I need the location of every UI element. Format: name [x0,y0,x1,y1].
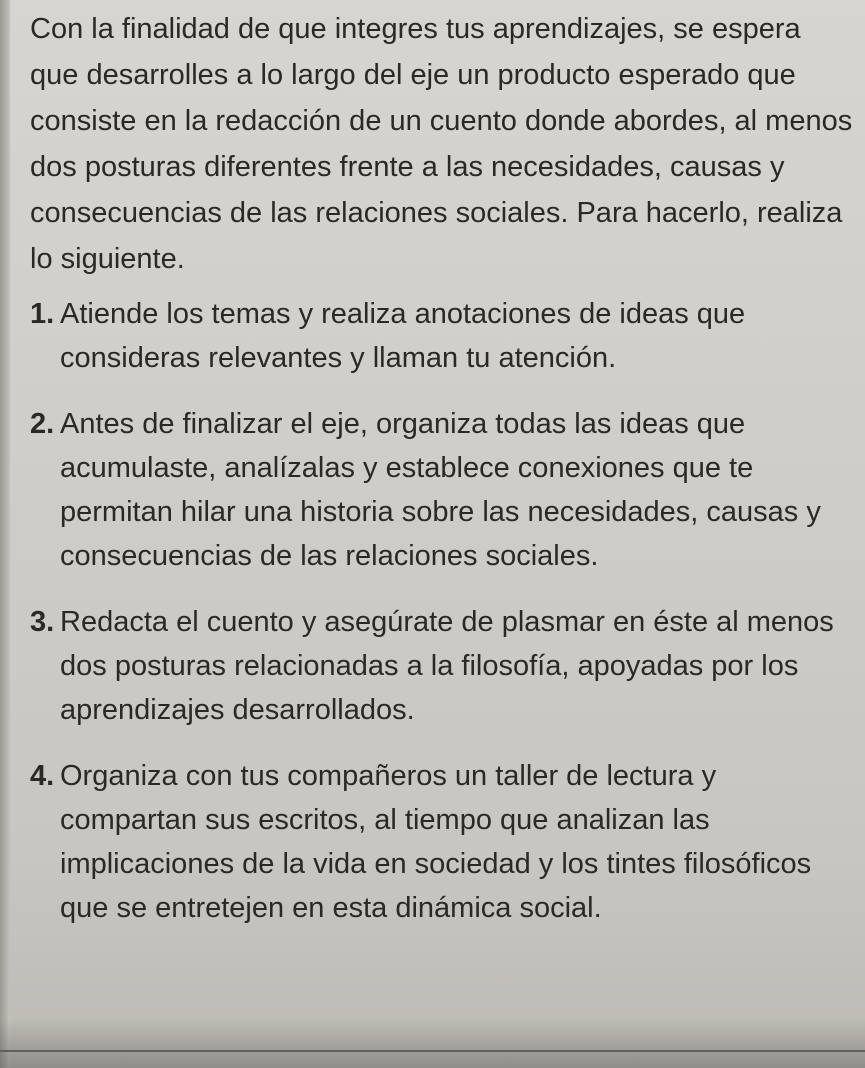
page-binding-edge [0,0,10,1068]
page-shadow [0,1018,865,1068]
step-text: Antes de finalizar el eje, organiza todas las ideas que acumulaste, analízalas y establece conexiones que te permitan hilar una historia sobre las necesidades, causas y consecuencias de las relaciones sociales. [60,408,821,572]
step-item [30,292,855,380]
intro-paragraph: Con la finalidad de que integres tus aprendizajes, se espera que desarrolles a lo largo del eje un producto esperado que consiste en la redacción de un cuento donde abordes, al menos dos posturas diferentes frente a las necesidades, causas y consecuencias de las relaciones sociales. Para hacerlo, realiza lo siguiente. [30,13,853,275]
step-number: 1. [30,298,55,330]
steps-list [30,292,855,930]
step-number: 2. [30,408,55,440]
step-text: Atiende los temas y realiza anotaciones de ideas que consideras relevantes y llaman tu atención. [60,298,746,374]
step-item [30,754,855,930]
step-number: 4. [30,760,55,792]
step-item [30,402,855,578]
step-text: Redacta el cuento y asegúrate de plasmar en éste al menos dos posturas relacionadas a la filosofía, apoyadas por los aprendizajes desarrollados. [60,606,834,726]
step-item [30,600,855,732]
step-text: Organiza con tus compañeros un taller de lectura y compartan sus escritos, al tiempo que analizan las implicaciones de la vida en sociedad y los tintes filosóficos que se entretejen en esta dinámica social. [60,760,812,924]
step-number: 3. [30,606,55,638]
instructions-block [30,6,855,952]
